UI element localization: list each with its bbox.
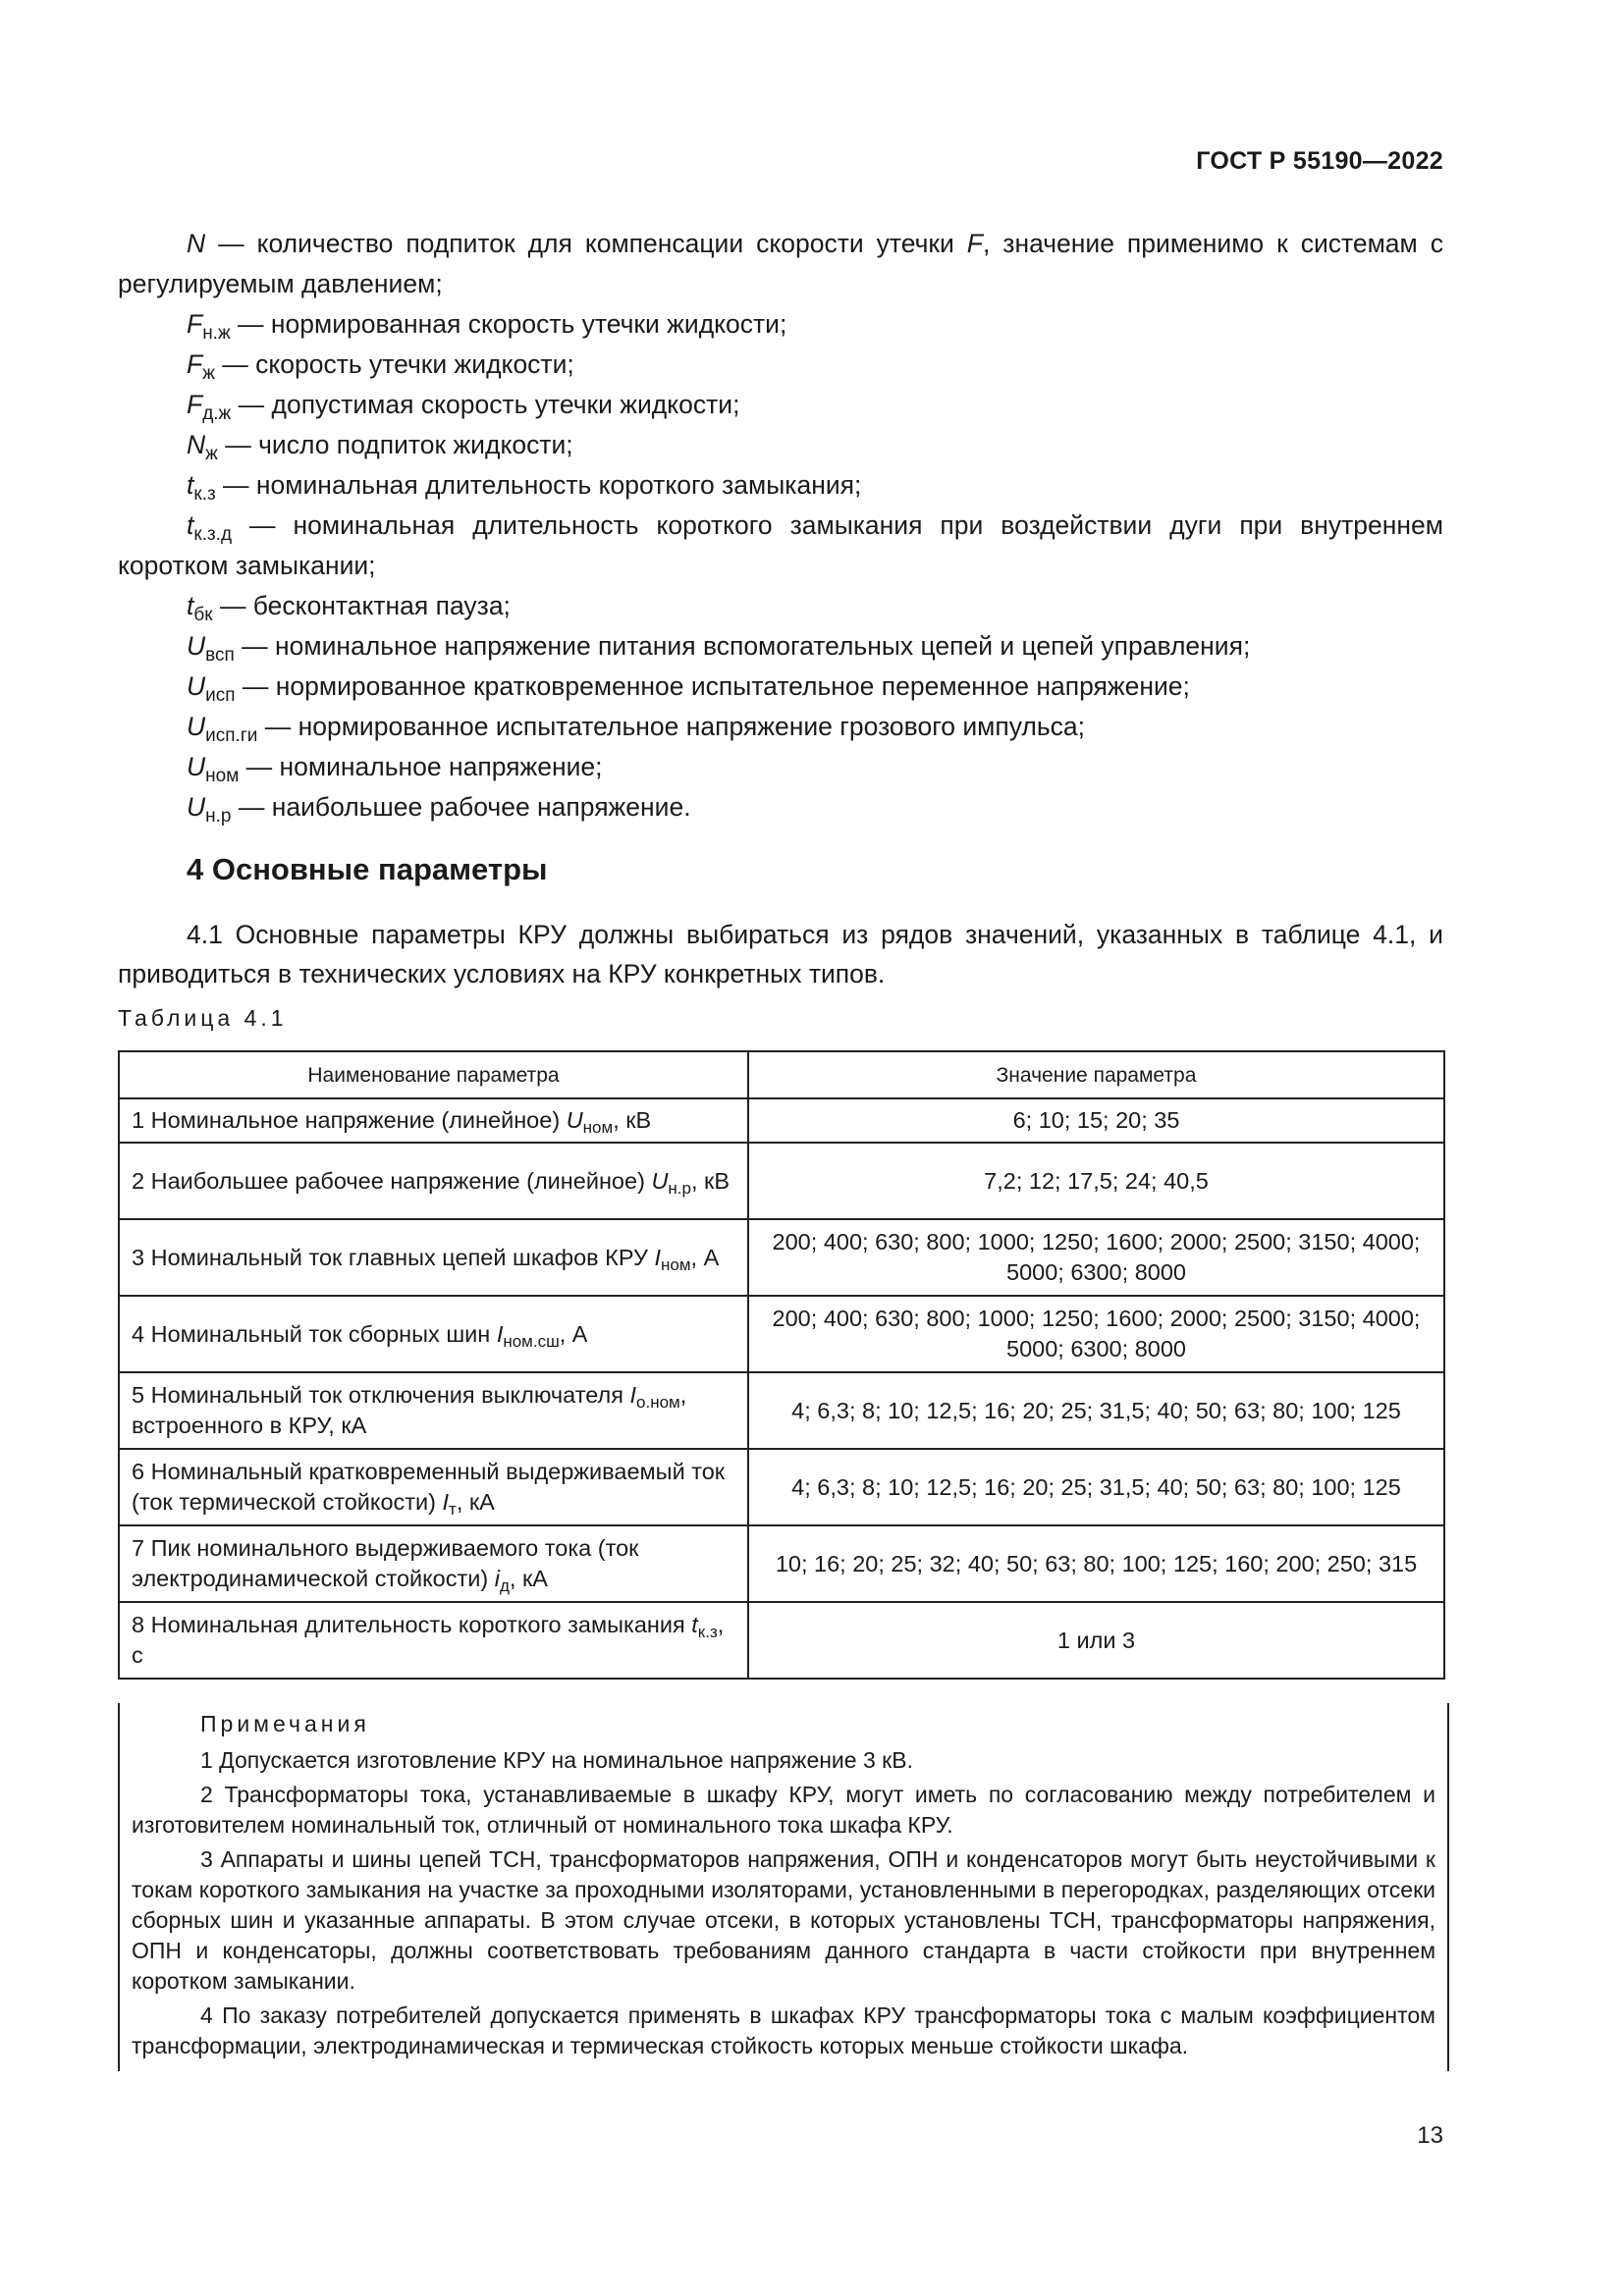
definition-text: — бесконтактная пауза; (212, 591, 511, 620)
definition-text: — номинальное напряжение питания вспомогательных цепей и цепей управления; (234, 631, 1251, 661)
definition-subscript: ж (202, 363, 215, 384)
definition-item (118, 667, 1443, 707)
definition-symbol: N (187, 229, 206, 258)
definition-item (118, 586, 1443, 626)
definition-symbol: U (187, 792, 206, 822)
definition-text: — допустимая скорость утечки жидкости; (231, 390, 740, 419)
definition-symbol: t (187, 510, 194, 540)
param-value-cell: 200; 400; 630; 800; 1000; 1250; 1600; 2000; 2500; 3150; 4000; 5000; 6300; 8000 (748, 1219, 1444, 1296)
param-value-cell: 4; 6,3; 8; 10; 12,5; 16; 20; 25; 31,5; 40; 50; 63; 80; 100; 125 (748, 1372, 1444, 1449)
standard-code-header: ГОСТ Р 55190—2022 (1196, 147, 1443, 175)
definition-item (118, 787, 1443, 828)
parameters-table (118, 1050, 1445, 1680)
definition-item (118, 465, 1443, 506)
definition-symbol: F (966, 229, 983, 258)
param-name-cell: 8 Номинальная длительность короткого замыкания $t_{к.з}$, с (119, 1602, 748, 1679)
definition-text: — нормированное кратковременное испытательное переменное напряжение; (235, 671, 1190, 701)
table-header-name: Наименование параметра (119, 1051, 748, 1098)
definition-symbol: F (187, 390, 203, 419)
param-value-cell: 10; 16; 20; 25; 32; 40; 50; 63; 80; 100; 125; 160; 200; 250; 315 (748, 1525, 1444, 1602)
table-notes (118, 1703, 1449, 2071)
definition-item (118, 707, 1443, 747)
definition-text: — номинальная длительность короткого замыкания; (215, 470, 862, 500)
definition-text: — количество подпиток для компенсации скорости утечки (205, 229, 967, 258)
definition-text: — наибольшее рабочее напряжение. (231, 792, 691, 822)
definition-subscript: ном (205, 766, 240, 786)
param-value-cell: 1 или 3 (748, 1602, 1444, 1679)
table-header-row (119, 1051, 1444, 1098)
param-name-cell: 6 Номинальный кратковременный выдерживаемый ток (ток термической стойкости) $I_т$, кА (119, 1449, 748, 1525)
page-number: 13 (1417, 2122, 1443, 2149)
table-row (119, 1602, 1444, 1679)
table-row (119, 1296, 1444, 1372)
param-name-cell: 7 Пик номинального выдерживаемого тока (ток электродинамической стойкости) $i_д$, кА (119, 1525, 748, 1602)
definition-text: — номинальное напряжение; (239, 752, 603, 781)
table-row (119, 1143, 1444, 1219)
notes-title: Примечания (200, 1711, 370, 1736)
definition-symbol: t (187, 470, 194, 500)
definition-symbol: N (187, 430, 206, 459)
definition-subscript: исп (205, 685, 236, 706)
definitions-list (118, 224, 1443, 828)
note-item: 3 Аппараты и шины цепей ТСН, трансформаторов напряжения, ОПН и конденсаторов могут быть неустойчивыми к токам короткого замыкания на участке за проходными изоляторами, установленными в перегородках, разделяющих отсеки сборных шин и указанные аппараты. В этом случае отсеки, в которых установлены ТСН, трансформаторы напряжения, ОПН и конденсаторы, должны соответствовать требованиям данного стандарта в части стойкости при внутреннем коротком замыкании. (132, 1846, 1435, 1994)
definition-symbol: t (187, 591, 194, 620)
param-value-cell: 7,2; 12; 17,5; 24; 40,5 (748, 1143, 1444, 1219)
definition-subscript: ж (205, 444, 218, 464)
definition-subscript: к.з (193, 484, 216, 505)
definition-item (118, 385, 1443, 425)
definition-item (118, 626, 1443, 667)
param-name-cell: 2 Наибольшее рабочее напряжение (линейное) $U_{н.р}$, кВ (119, 1143, 748, 1219)
note-item: 1 Допускается изготовление КРУ на номинальное напряжение 3 кВ. (200, 1747, 913, 1773)
definition-subscript: н.ж (202, 323, 231, 344)
param-value-cell: 4; 6,3; 8; 10; 12,5; 16; 20; 25; 31,5; 40; 50; 63; 80; 100; 125 (748, 1449, 1444, 1525)
definition-item (118, 224, 1443, 304)
param-name-cell: 4 Номинальный ток сборных шин $I_{ном.сш}$, А (119, 1296, 748, 1372)
definition-text: — номинальная длительность короткого замыкания при воздействии дуги при внутреннем коротком замыкании; (118, 510, 1443, 580)
definition-item (118, 425, 1443, 465)
table-row (119, 1219, 1444, 1296)
definition-item (118, 304, 1443, 345)
definition-symbol: U (187, 671, 206, 701)
definition-item (118, 506, 1443, 586)
param-name-cell: 1 Номинальное напряжение (линейное) $U_{ном}$, кВ (119, 1098, 748, 1143)
definition-symbol: U (187, 752, 206, 781)
definition-text: — скорость утечки жидкости; (214, 349, 574, 379)
definition-subscript: бк (193, 605, 213, 625)
definition-text: — нормированное испытательное напряжение грозового импульса; (257, 712, 1086, 741)
definition-subscript: н.р (205, 806, 232, 827)
table-row (119, 1449, 1444, 1525)
definition-item (118, 345, 1443, 385)
section-heading: 4 Основные параметры (187, 852, 548, 886)
table-caption: Таблица 4.1 (118, 1005, 288, 1031)
definition-text: , значение применимо к системам с регулируемым давлением; (118, 229, 1443, 298)
definition-symbol: F (187, 349, 203, 379)
definition-subscript: всп (205, 645, 235, 666)
note-item: 2 Трансформаторы тока, устанавливаемые в шкафу КРУ, могут иметь по согласованию между потребителем и изготовителем номинальный ток, отличный от номинального тока шкафа КРУ. (132, 1782, 1435, 1838)
definition-text: — число подпиток жидкости; (217, 430, 573, 459)
table-row (119, 1098, 1444, 1143)
definition-subscript: исп.ги (205, 725, 258, 746)
definition-symbol: U (187, 631, 206, 661)
definition-text: — нормированная скорость утечки жидкости; (230, 309, 787, 339)
definition-symbol: F (187, 309, 203, 339)
definition-subscript: д.ж (202, 403, 232, 424)
param-value-cell: 6; 10; 15; 20; 35 (748, 1098, 1444, 1143)
intro-paragraph: 4.1 Основные параметры КРУ должны выбираться из рядов значений, указанных в таблице 4.1, и приводиться в технических условиях на КРУ конкретных типов. (118, 920, 1443, 988)
param-value-cell: 200; 400; 630; 800; 1000; 1250; 1600; 2000; 2500; 3150; 4000; 5000; 6300; 8000 (748, 1296, 1444, 1372)
table-row (119, 1372, 1444, 1449)
definition-symbol: U (187, 712, 206, 741)
table-row (119, 1525, 1444, 1602)
definition-item (118, 747, 1443, 787)
definition-subscript: к.з.д (193, 524, 233, 545)
param-name-cell: 3 Номинальный ток главных цепей шкафов КРУ $I_{ном}$, А (119, 1219, 748, 1296)
table-header-value: Значение параметра (748, 1051, 1444, 1098)
note-item: 4 По заказу потребителей допускается применять в шкафах КРУ трансформаторы тока с малым коэффициентом трансформации, электродинамическая и термическая стойкость которых меньше стойкости шкафа. (132, 2002, 1435, 2058)
param-name-cell: 5 Номинальный ток отключения выключателя $I_{о.ном}$, встроенного в КРУ, кА (119, 1372, 748, 1449)
